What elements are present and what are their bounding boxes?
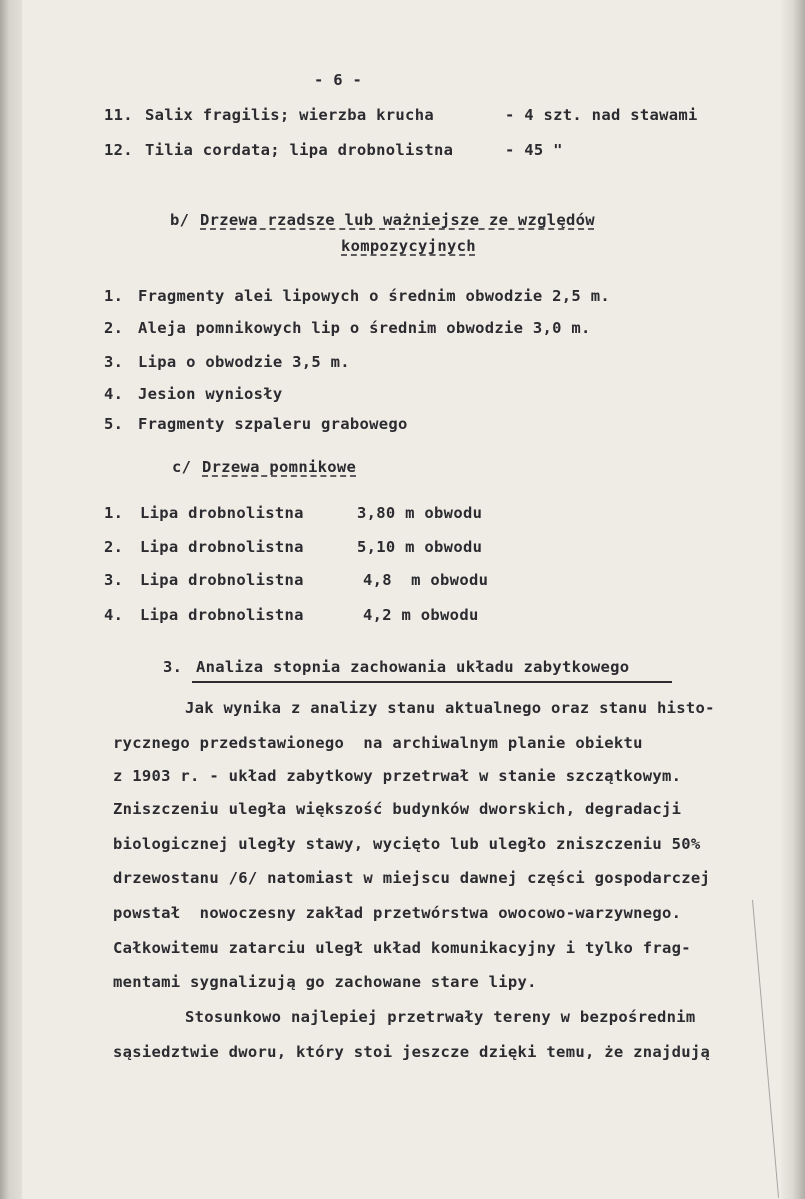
page-edge-right	[781, 0, 805, 1199]
paragraph-line: Jak wynika z analizy stanu aktualnego oraz stanu histo-	[185, 699, 715, 717]
list-item-number: 4.	[104, 385, 124, 403]
heading-underline	[192, 681, 672, 683]
section-c-heading: Drzewa pomnikowe	[202, 458, 357, 476]
list-item-number: 2.	[104, 319, 124, 337]
list-item-text: Jesion wyniosły	[138, 385, 283, 403]
list-item-quantity: - 4 szt. nad stawami	[505, 106, 698, 124]
tree-girth: 3,80 m obwodu	[357, 504, 483, 522]
paragraph-line: Zniszczeniu uległa większość budynków dworskich, degradacji	[113, 800, 682, 818]
list-item-number: 11.	[104, 106, 133, 124]
page-number: - 6 -	[314, 71, 363, 89]
tree-girth: 4,2 m obwodu	[363, 606, 479, 624]
section-b-heading-continued: kompozycyjnych	[341, 237, 476, 255]
section-b-heading: Drzewa rzadsze lub ważniejsze ze względów	[200, 211, 595, 229]
section-3-label: 3.	[163, 658, 183, 676]
tree-girth: 4,8 m obwodu	[363, 571, 489, 589]
paragraph-line: Całkowitemu zatarciu uległ układ komunikacyjny i tylko frag-	[113, 939, 691, 957]
paragraph-line: powstał nowoczesny zakład przetwórstwa owocowo-warzywnego.	[113, 904, 682, 922]
section-b-label: b/	[170, 211, 190, 229]
tree-name: Lipa drobnolistna	[140, 538, 304, 556]
paragraph-line: z 1903 r. - układ zabytkowy przetrwał w stanie szczątkowym.	[113, 767, 682, 785]
tree-name: Lipa drobnolistna	[140, 606, 304, 624]
paragraph-line: mentami sygnalizują go zachowane stare lipy.	[113, 973, 537, 991]
list-item-number: 5.	[104, 415, 124, 433]
list-item-number: 3.	[104, 353, 124, 371]
list-item-text: Salix fragilis; wierzba krucha	[145, 106, 434, 124]
paragraph-line: sąsiedztwie dworu, który stoi jeszcze dzięki temu, że znajdują	[113, 1043, 711, 1061]
paragraph-line: Stosunkowo najlepiej przetrwały tereny w bezpośrednim	[185, 1008, 696, 1026]
tree-name: Lipa drobnolistna	[140, 504, 304, 522]
list-item-text: Fragmenty alei lipowych o średnim obwodzie 2,5 m.	[138, 287, 610, 305]
list-item-number: 4.	[104, 606, 124, 624]
list-item-text: Fragmenty szpaleru grabowego	[138, 415, 408, 433]
list-item-number: 1.	[104, 504, 124, 522]
list-item-text: Tilia cordata; lipa drobnolistna	[145, 141, 454, 159]
tree-name: Lipa drobnolistna	[140, 571, 304, 589]
list-item-number: 3.	[104, 571, 124, 589]
list-item-number: 1.	[104, 287, 124, 305]
section-c-label: c/	[172, 458, 192, 476]
paragraph-line: drzewostanu /6/ natomiast w miejscu dawnej części gospodarczej	[113, 869, 711, 887]
list-item-text: Lipa o obwodzie 3,5 m.	[138, 353, 350, 371]
paragraph-line: biologicznej uległy stawy, wycięto lub uległo zniszczeniu 50%	[113, 835, 701, 853]
list-item-number: 2.	[104, 538, 124, 556]
list-item-text: Aleja pomnikowych lip o średnim obwodzie 3,0 m.	[138, 319, 591, 337]
paragraph-line: rycznego przedstawionego na archiwalnym planie obiektu	[113, 734, 643, 752]
tree-girth: 5,10 m obwodu	[357, 538, 483, 556]
section-3-heading: Analiza stopnia zachowania układu zabytkowego	[196, 658, 630, 676]
list-item-quantity: - 45 "	[505, 141, 563, 159]
list-item-number: 12.	[104, 141, 133, 159]
